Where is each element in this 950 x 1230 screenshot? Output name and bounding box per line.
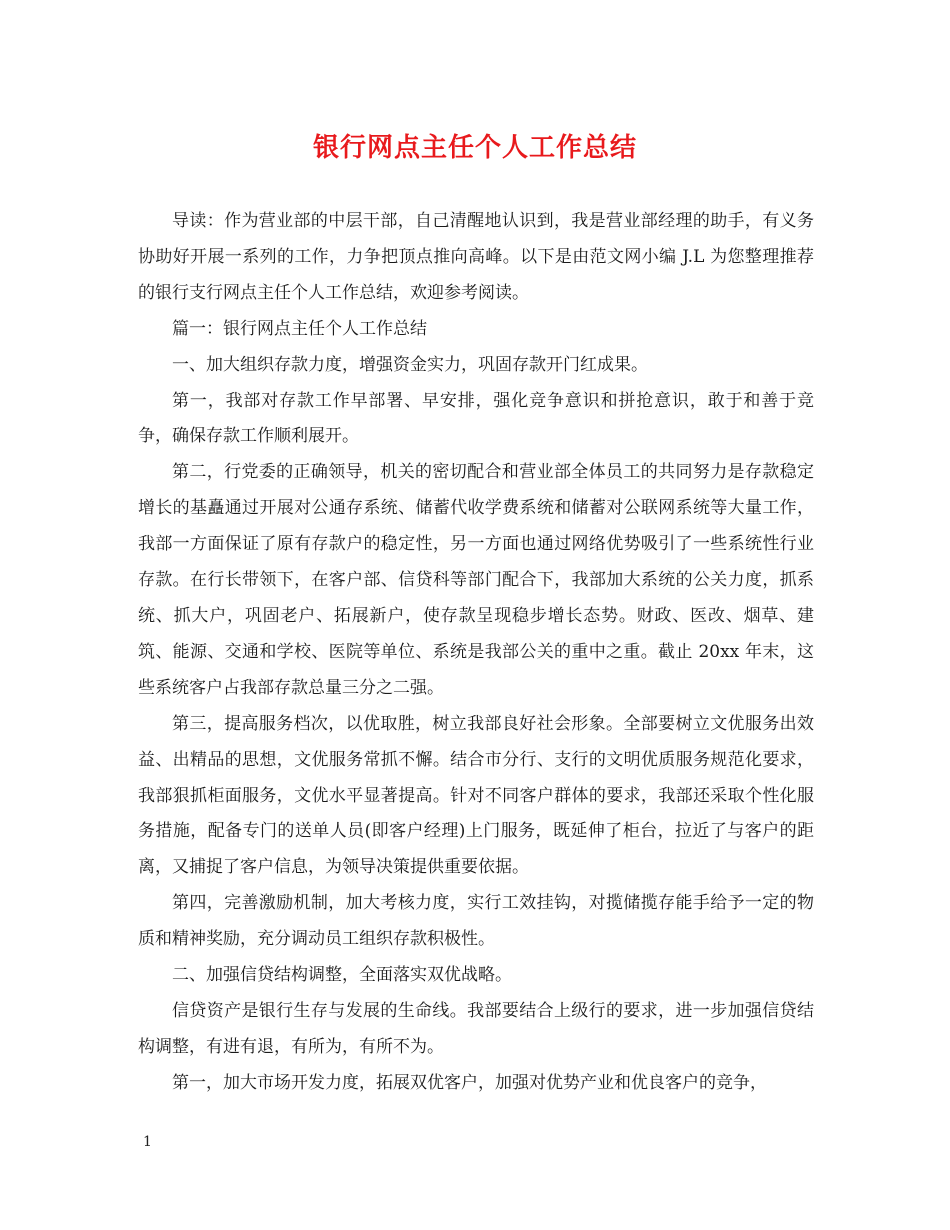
paragraph: 信贷资产是银行生存与发展的生命线。我部要结合上级行的要求，进一步加强信贷结构调整，有进有退，有所为，有所不为。 (138, 1000, 814, 1057)
paragraph: 第一，我部对存款工作早部署、早安排，强化竞争意识和拼抢意识，敢于和善于竞争，确保存款工作顺利展开。 (138, 390, 814, 447)
paragraph: 第二，行党委的正确领导，机关的密切配合和营业部全体员工的共同努力是存款稳定增长的基矗通过开展对公通存系统、储蓄代收学费系统和储蓄对公联网系统等大量工作，我部一方面保证了原有存款户的稳定性，另一方面也通过网络优势吸引了一些系统性行业存款。在行长带领下，在客户部、信贷科等部门配合下，我部加大系统的公关力度，抓系统、抓大户，巩固老户、拓展新户，使存款呈现稳步增长态势。财政、医改、烟草、建筑、能源、交通和学校、医院等单位、系统是我部公关的重中之重。截止 20xx 年末，这些系统客户占我部存款总量三分之二强。 (138, 462, 814, 698)
paragraph: 第四，完善激励机制，加大考核力度，实行工效挂钩，对揽储揽存能手给予一定的物质和精神奖励，充分调动员工组织存款积极性。 (138, 893, 814, 950)
document-title: 银行网点主任个人工作总结 (312, 133, 637, 163)
paragraph: 第三，提高服务档次，以优取胜，树立我部良好社会形象。全部要树立文优服务出效益、出精品的思想，文优服务常抓不懈。结合市分行、支行的文明优质服务规范化要求，我部狠抓柜面服务，文优水平显著提高。针对不同客户群体的要求，我部还采取个性化服务措施，配备专门的送单人员(即客户经理)上门服务，既延伸了柜台，拉近了与客户的距离，又捕捉了客户信息，为领导决策提供重要依据。 (138, 713, 814, 878)
paragraph-heading-2: 二、加强信贷结构调整，全面落实双优战略。 (172, 965, 512, 986)
paragraph: 第一，加大市场开发力度，拓展双优客户，加强对优势产业和优良客户的竞争， (172, 1072, 767, 1093)
paragraph-intro: 导读：作为营业部的中层干部，自己清醒地认识到，我是营业部经理的助手，有义务协助好开展一系列的工作，力争把顶点推向高峰。以下是由范文网小编 J.L 为您整理推荐的银行支行网点主任个人工作总结，欢迎参考阅读。 (138, 211, 814, 303)
paragraph-section-heading: 篇一：银行网点主任个人工作总结 (172, 318, 427, 339)
page-number: 1 (143, 1134, 152, 1150)
paragraph-heading-1: 一、加大组织存款力度，增强资金实力，巩固存款开门红成果。 (172, 354, 648, 375)
document-body (138, 204, 814, 1102)
